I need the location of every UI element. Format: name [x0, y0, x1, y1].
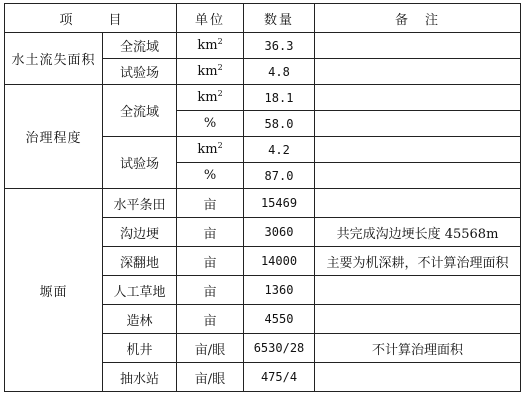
row-unit: 亩: [177, 276, 244, 305]
header-quantity: 数量: [244, 4, 315, 33]
row-note: 主要为机深耕，不计算治理面积: [315, 247, 521, 276]
row-value: 14000: [244, 247, 315, 276]
header-unit: 单位: [177, 4, 244, 33]
row-unit: $km^2$: [177, 33, 244, 59]
row-unit: 亩/眼: [177, 334, 244, 363]
row-note: [315, 189, 521, 218]
row-unit: %: [177, 163, 244, 189]
row-unit: $km^2$: [177, 59, 244, 85]
row-note: [315, 33, 521, 59]
row-note: [315, 276, 521, 305]
row-unit: 亩: [177, 247, 244, 276]
row-value: 18.1: [244, 85, 315, 111]
row-unit: $km^2$: [177, 137, 244, 163]
table-header-row: [5, 4, 521, 33]
row-subitem: 机井: [103, 334, 177, 363]
row-unit: %: [177, 111, 244, 137]
statistics-table: [4, 3, 521, 392]
row-note: 共完成沟边埂长度 45568m: [315, 218, 521, 247]
row-note: [315, 111, 521, 137]
row-note: [315, 137, 521, 163]
row-subitem: 抽水站: [103, 363, 177, 392]
row-note: [315, 163, 521, 189]
row-subitem: 造林: [103, 305, 177, 334]
row-note: [315, 305, 521, 334]
row-unit: $km^2$: [177, 85, 244, 111]
row-value: 58.0: [244, 111, 315, 137]
row-value: 3060: [244, 218, 315, 247]
row-subitem: 全流域: [103, 85, 177, 137]
table-row: [5, 33, 521, 59]
row-subitem: 深翻地: [103, 247, 177, 276]
row-value: 36.3: [244, 33, 315, 59]
row-value: 4550: [244, 305, 315, 334]
row-note: [315, 85, 521, 111]
row-subitem: 试验场: [103, 59, 177, 85]
row-subitem: 水平条田: [103, 189, 177, 218]
group-label-erosion-area: 水土流失面积: [5, 33, 103, 85]
row-note: [315, 363, 521, 392]
row-value: 475/4: [244, 363, 315, 392]
row-value: 15469: [244, 189, 315, 218]
row-subitem: 沟边埂: [103, 218, 177, 247]
row-unit: 亩: [177, 189, 244, 218]
group-label-treatment-degree: 治理程度: [5, 85, 103, 189]
row-unit: 亩: [177, 305, 244, 334]
row-note: 不计算治理面积: [315, 334, 521, 363]
row-note: [315, 59, 521, 85]
table-row: [5, 189, 521, 218]
row-subitem: 全流域: [103, 33, 177, 59]
header-item: [5, 4, 177, 33]
table-row: [5, 85, 521, 111]
row-value: 1360: [244, 276, 315, 305]
row-subitem: 试验场: [103, 137, 177, 189]
row-subitem: 人工草地: [103, 276, 177, 305]
row-value: 87.0: [244, 163, 315, 189]
header-item-part2: 目: [108, 12, 122, 28]
row-value: 6530/28: [244, 334, 315, 363]
header-remarks: 备 注: [315, 4, 521, 33]
group-label-tableland: 塬面: [5, 189, 103, 392]
row-unit: 亩: [177, 218, 244, 247]
header-item-part1: 项: [59, 12, 73, 28]
row-unit: 亩/眼: [177, 363, 244, 392]
row-value: 4.2: [244, 137, 315, 163]
row-value: 4.8: [244, 59, 315, 85]
